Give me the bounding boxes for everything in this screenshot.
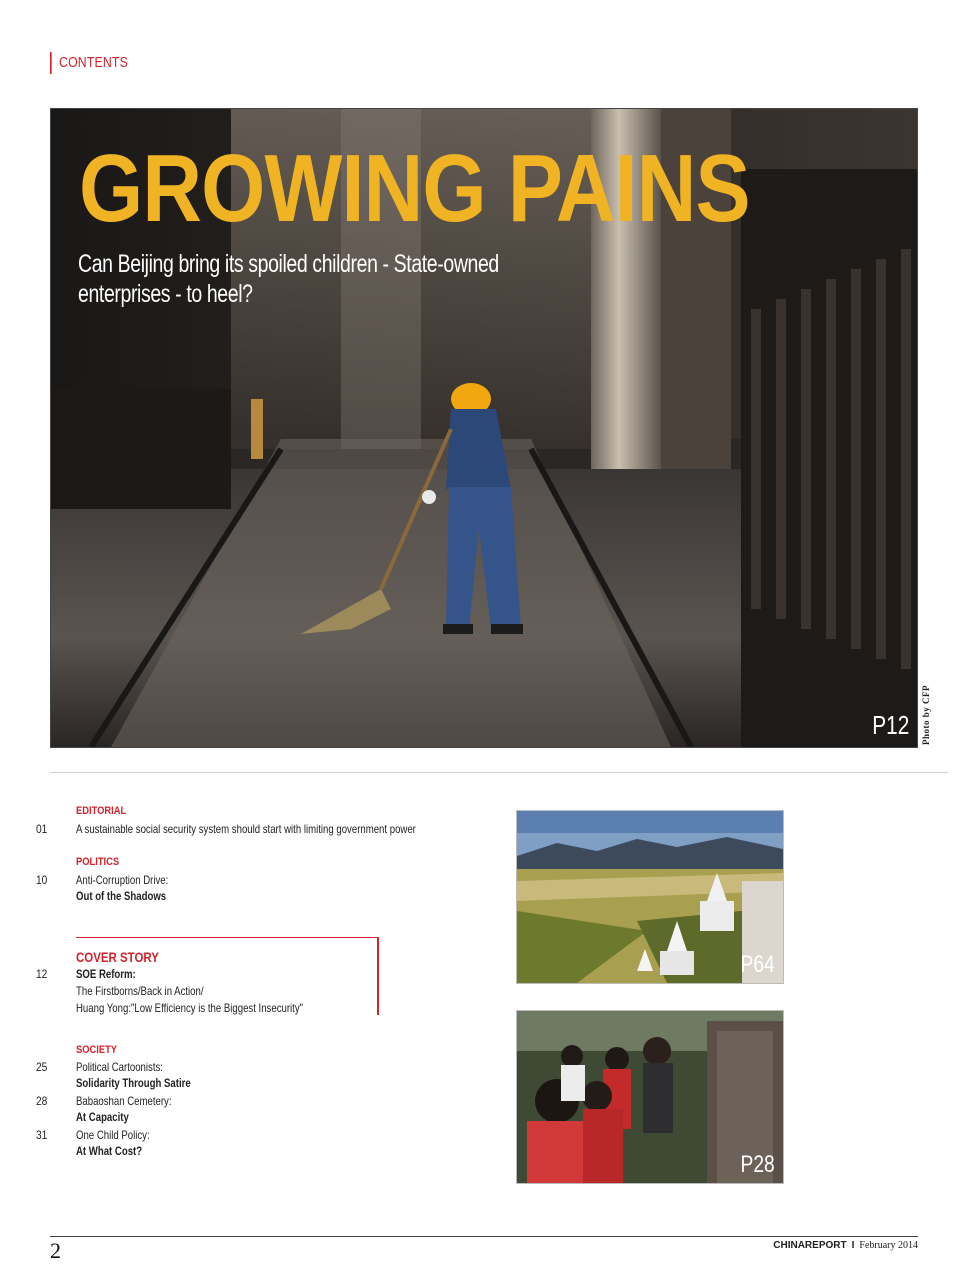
photo-credit: Photo by CFP <box>921 685 931 745</box>
entry-page-number: 25 <box>36 1060 48 1074</box>
entry-page-number: 10 <box>36 873 48 887</box>
section-heading: SOCIETY <box>76 1044 118 1056</box>
photo-page-ref: P28 <box>740 1151 775 1178</box>
entry-kicker: SOE Reform: <box>76 967 136 981</box>
issue-date: February 2014 <box>859 1240 918 1251</box>
photo-p28[interactable] <box>516 1010 784 1184</box>
divider <box>50 772 948 773</box>
entry-page-number: 01 <box>36 822 48 836</box>
section-heading: POLITICS <box>76 856 120 868</box>
hero-photo <box>50 108 918 748</box>
hero-subtitle: Can Beijing bring its spoiled children - State-owned enterprises - to heel? <box>78 250 499 308</box>
contents-label: CONTENTS <box>50 52 128 74</box>
entry-text: A sustainable social security system should start with limiting government power <box>76 822 416 836</box>
footer-separator: I <box>851 1240 855 1251</box>
hero-title: GROWING PAINS <box>79 135 750 242</box>
hero-page-ref[interactable]: P12 <box>871 710 909 740</box>
entry-title: At What Cost? <box>76 1144 143 1158</box>
entry-page-number: 12 <box>36 967 48 981</box>
entry-page-number: 28 <box>36 1094 48 1108</box>
photo-p64[interactable] <box>516 810 784 984</box>
entry-title: Solidarity Through Satire <box>76 1076 191 1090</box>
section-heading: COVER STORY <box>76 949 159 965</box>
entry-title: At Capacity <box>76 1110 129 1124</box>
entry-title: Out of the Shadows <box>76 889 167 903</box>
brand-name: CHINAREPORT <box>773 1240 847 1251</box>
footer-rule <box>50 1236 918 1237</box>
page-number: 2 <box>50 1238 61 1263</box>
entry-kicker: One Child Policy: <box>76 1128 150 1142</box>
entry-kicker: Anti-Corruption Drive: <box>76 873 169 887</box>
entry-kicker: Babaoshan Cemetery: <box>76 1094 172 1108</box>
entry-text: The Firstborns/Back in Action/ <box>76 984 204 998</box>
entry-text: Huang Yong:"Low Efficiency is the Biggest Insecurity" <box>76 1001 304 1015</box>
photo-page-ref: P64 <box>740 951 775 978</box>
footer-masthead <box>773 1240 918 1251</box>
entry-page-number: 31 <box>36 1128 48 1142</box>
section-heading: EDITORIAL <box>76 805 127 817</box>
entry-kicker: Political Cartoonists: <box>76 1060 163 1074</box>
